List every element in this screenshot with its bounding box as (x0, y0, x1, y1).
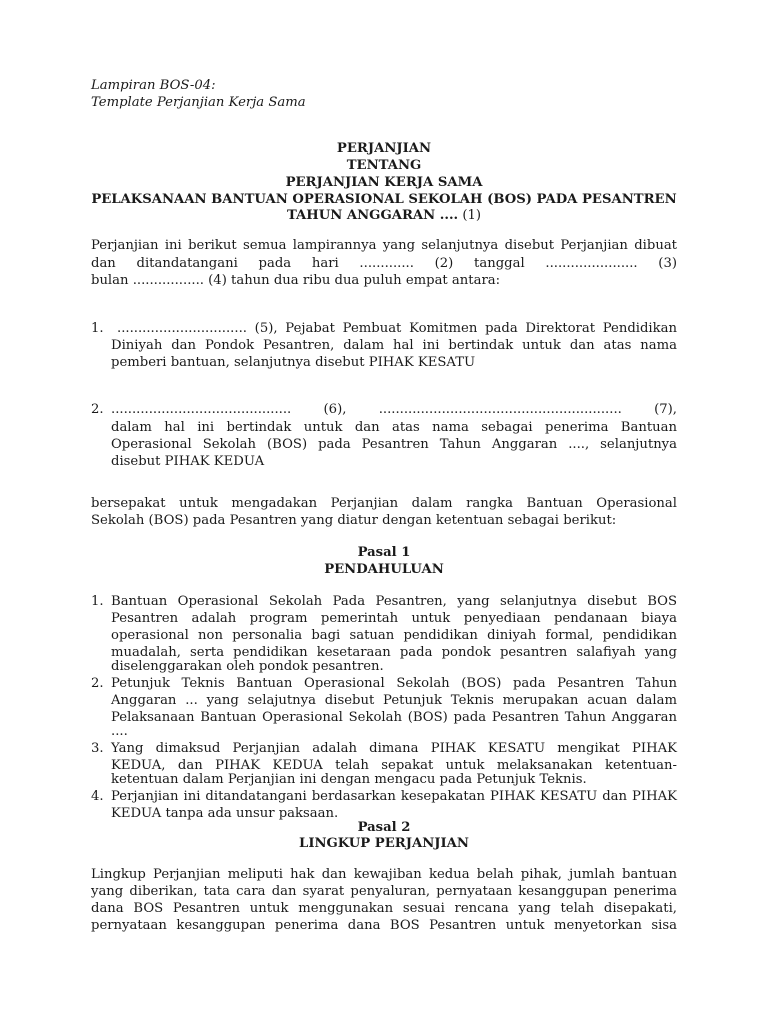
title-tahun-anggaran-bold: TAHUN ANGGARAN .... (286, 208, 459, 223)
attachment-label: Lampiran BOS-04: (91, 78, 216, 93)
intro-line-3: bulan ................. (4) tahun dua ribu dua puluh empat antara: (91, 273, 501, 288)
agreement-line-2: Sekolah (BOS) pada Pesantren yang diatur dengan ketentuan sebagai berikut: (91, 513, 617, 528)
pasal1-item-2-line: Pelaksanaan Bantuan Operasional Sekolah (BOS) pada Pesantren Tahun Anggaran (111, 710, 677, 725)
pasal1-item-2-number: 2. (91, 676, 104, 691)
party2-line-4: disebut PIHAK KEDUA (111, 454, 265, 469)
title-tentang: TENTANG (346, 158, 422, 173)
pasal1-item-2-line: Anggaran ... yang selajutnya disebut Petunjuk Teknis merupakan acuan dalam (111, 693, 677, 708)
pasal1-number: Pasal 1 (357, 545, 411, 560)
title-footnote-ref: (1) (458, 208, 482, 223)
pasal2-line: Lingkup Perjanjian meliputi hak dan kewajiban kedua belah pihak, jumlah bantuan (91, 867, 677, 882)
title-tahun-anggaran (0, 208, 768, 223)
pasal1-item-1-number: 1. (91, 594, 104, 609)
pasal1-item-2-line: Petunjuk Teknis Bantuan Operasional Sekolah (BOS) pada Pesantren Tahun (111, 676, 677, 691)
party2-number: 2. (91, 402, 104, 417)
party2-line-3: Operasional Sekolah (BOS) pada Pesantren Tahun Anggaran ...., selanjutnya (111, 437, 677, 452)
intro-line-1: Perjanjian ini berikut semua lampirannya yang selanjutnya disebut Perjanjian dibuat (91, 238, 677, 253)
party1-line-3: pemberi bantuan, selanjutnya disebut PIHAK KESATU (111, 355, 476, 370)
agreement-line-1: bersepakat untuk mengadakan Perjanjian dalam rangka Bantuan Operasional (91, 496, 677, 511)
pasal1-item-3-line: ketentuan dalam Perjanjian ini dengan mengacu pada Petunjuk Teknis. (111, 772, 587, 787)
title-pelaksanaan: PELAKSANAAN BANTUAN OPERASIONAL SEKOLAH (BOS) PADA PESANTREN (91, 192, 677, 207)
pasal1-item-1-line: operasional non personalia bagi satuan pendidikan diniyah formal, pendidikan (111, 628, 677, 643)
pasal2-number: Pasal 2 (357, 820, 411, 835)
party1-line-1: ............................... (5), Pejabat Pembuat Komitmen pada Direktorat Pendidikan (117, 321, 677, 336)
party2-line-1: ........................................... (6), .......................................................... (7), (111, 402, 677, 417)
party1-line-2: Diniyah dan Pondok Pesantren, dalam hal ini bertindak untuk dan atas nama (111, 338, 677, 353)
title-perjanjian: PERJANJIAN (336, 141, 432, 156)
pasal1-item-3-line: Yang dimaksud Perjanjian adalah dimana PIHAK KESATU mengikat PIHAK (111, 741, 677, 756)
pasal1-item-4-line: Perjanjian ini ditandatangani berdasarkan kesepakatan PIHAK KESATU dan PIHAK (111, 789, 677, 804)
party1-number: 1. (91, 321, 104, 336)
pasal2-title: LINGKUP PERJANJIAN (299, 836, 469, 851)
pasal1-item-1-line: diselenggarakan oleh pondok pesantren. (111, 659, 384, 674)
template-label: Template Perjanjian Kerja Sama (91, 95, 306, 110)
pasal1-item-4-number: 4. (91, 789, 104, 804)
pasal1-item-3-line: KEDUA, dan PIHAK KEDUA telah sepakat untuk melaksanakan ketentuan- (111, 758, 677, 773)
pasal2-line: dana BOS Pesantren untuk menggunakan sesuai rencana yang telah disepakati, (91, 901, 677, 916)
pasal1-item-2-line: .... (111, 724, 128, 739)
party2-line-2: dalam hal ini bertindak untuk dan atas nama sebagai penerima Bantuan (111, 420, 677, 435)
pasal1-item-4-line: KEDUA tanpa ada unsur paksaan. (111, 806, 339, 821)
title-kerja-sama: PERJANJIAN KERJA SAMA (285, 175, 483, 190)
intro-line-2: dan ditandatangani pada hari ............. (2) tanggal ...................... (3) (91, 256, 677, 271)
pasal1-item-3-number: 3. (91, 741, 104, 756)
pasal1-item-1-line: muadalah, serta pendidikan kesetaraan pada pondok pesantren salafiyah yang (111, 645, 677, 660)
pasal1-item-1-line: Bantuan Operasional Sekolah Pada Pesantren, yang selanjutnya disebut BOS (111, 594, 677, 609)
pasal1-title: PENDAHULUAN (324, 562, 444, 577)
pasal2-line: yang diberikan, tata cara dan syarat penyaluran, pernyataan kesanggupan penerima (91, 884, 677, 899)
pasal2-line: pernyataan kesanggupan penerima dana BOS Pesantren untuk menyetorkan sisa (91, 918, 677, 933)
pasal1-item-1-line: Pesantren adalah program pemerintah untuk penyediaan pendanaan biaya (111, 611, 677, 626)
